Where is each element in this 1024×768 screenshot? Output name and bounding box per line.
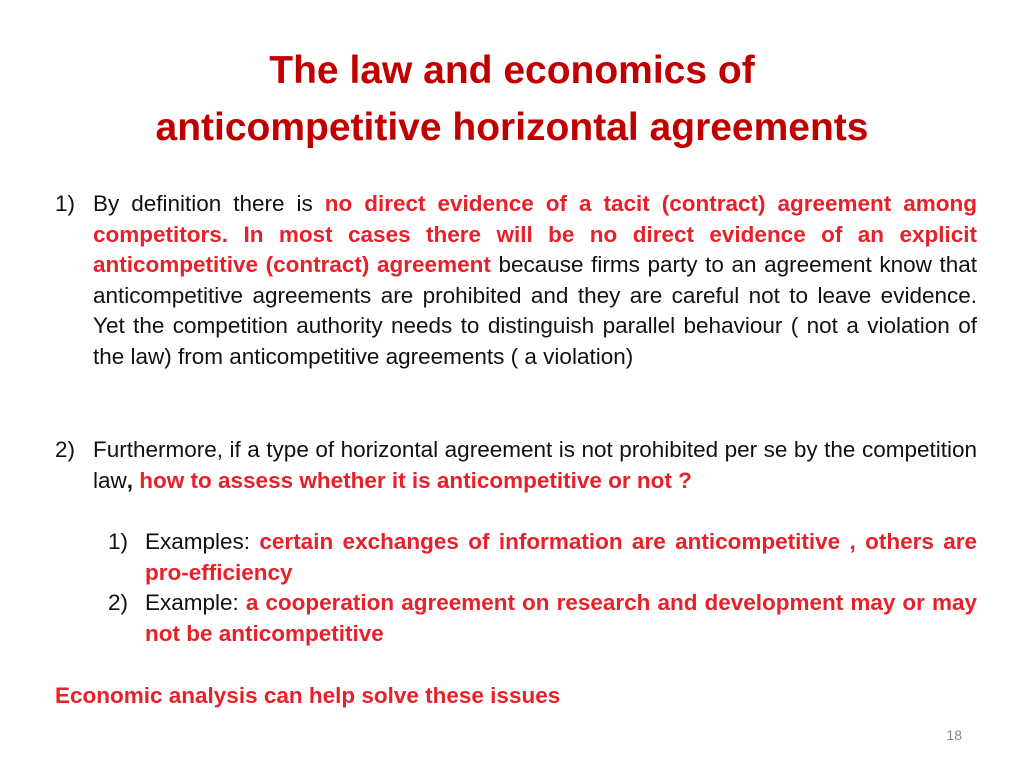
item-text: Examples: [145, 529, 260, 554]
item-highlight: no direct evidence of a tacit (contract) agreement among competitors. In most cases there will be no direct evidence of an explicit anticompetitive (contract) agreement [93, 191, 977, 277]
list-number: 1) [55, 191, 76, 216]
slide-title [40, 42, 984, 156]
conclusion-text: Economic analysis can help solve these issues [55, 683, 561, 708]
list-item-body [93, 435, 977, 496]
item-highlight: a cooperation agreement on research and development may or may not be anticompetitive [145, 590, 977, 646]
list-number: 2) [108, 590, 129, 615]
item-highlight: how to assess whether it is anticompetitive or not ? [133, 467, 692, 493]
list-item-2 [55, 435, 977, 496]
title-line-2: anticompetitive horizontal agreements [155, 106, 869, 149]
list-item-body [145, 588, 977, 649]
title-line-1: The law and economics of [269, 49, 755, 92]
item-text: By definition there is [93, 191, 325, 216]
sub-list-item-2 [108, 588, 977, 649]
item-text-continued: because firms party to an agreement know that anticompetitive agreements are prohibited and they are careful not to leave evidence. Yet the competition authority needs to distinguish parallel behaviour ( not a violation of the law) from anticompetitive agreements ( a violation) [93, 252, 977, 369]
item-highlight: certain exchanges of information are anticompetitive , others are pro-efficiency [145, 529, 977, 585]
item-comma: , [126, 467, 134, 493]
list-number: 2) [55, 437, 76, 462]
list-item-body [145, 527, 977, 588]
list-number: 1) [108, 529, 129, 554]
item-text: Furthermore, if a type of horizontal agreement is not prohibited per se by the competition law [93, 437, 977, 493]
sub-list-item-1 [108, 527, 977, 588]
list-item-body [93, 189, 977, 372]
item-text: Example: [145, 590, 246, 615]
list-item-1 [55, 189, 977, 372]
page-number: 18 [946, 727, 962, 743]
